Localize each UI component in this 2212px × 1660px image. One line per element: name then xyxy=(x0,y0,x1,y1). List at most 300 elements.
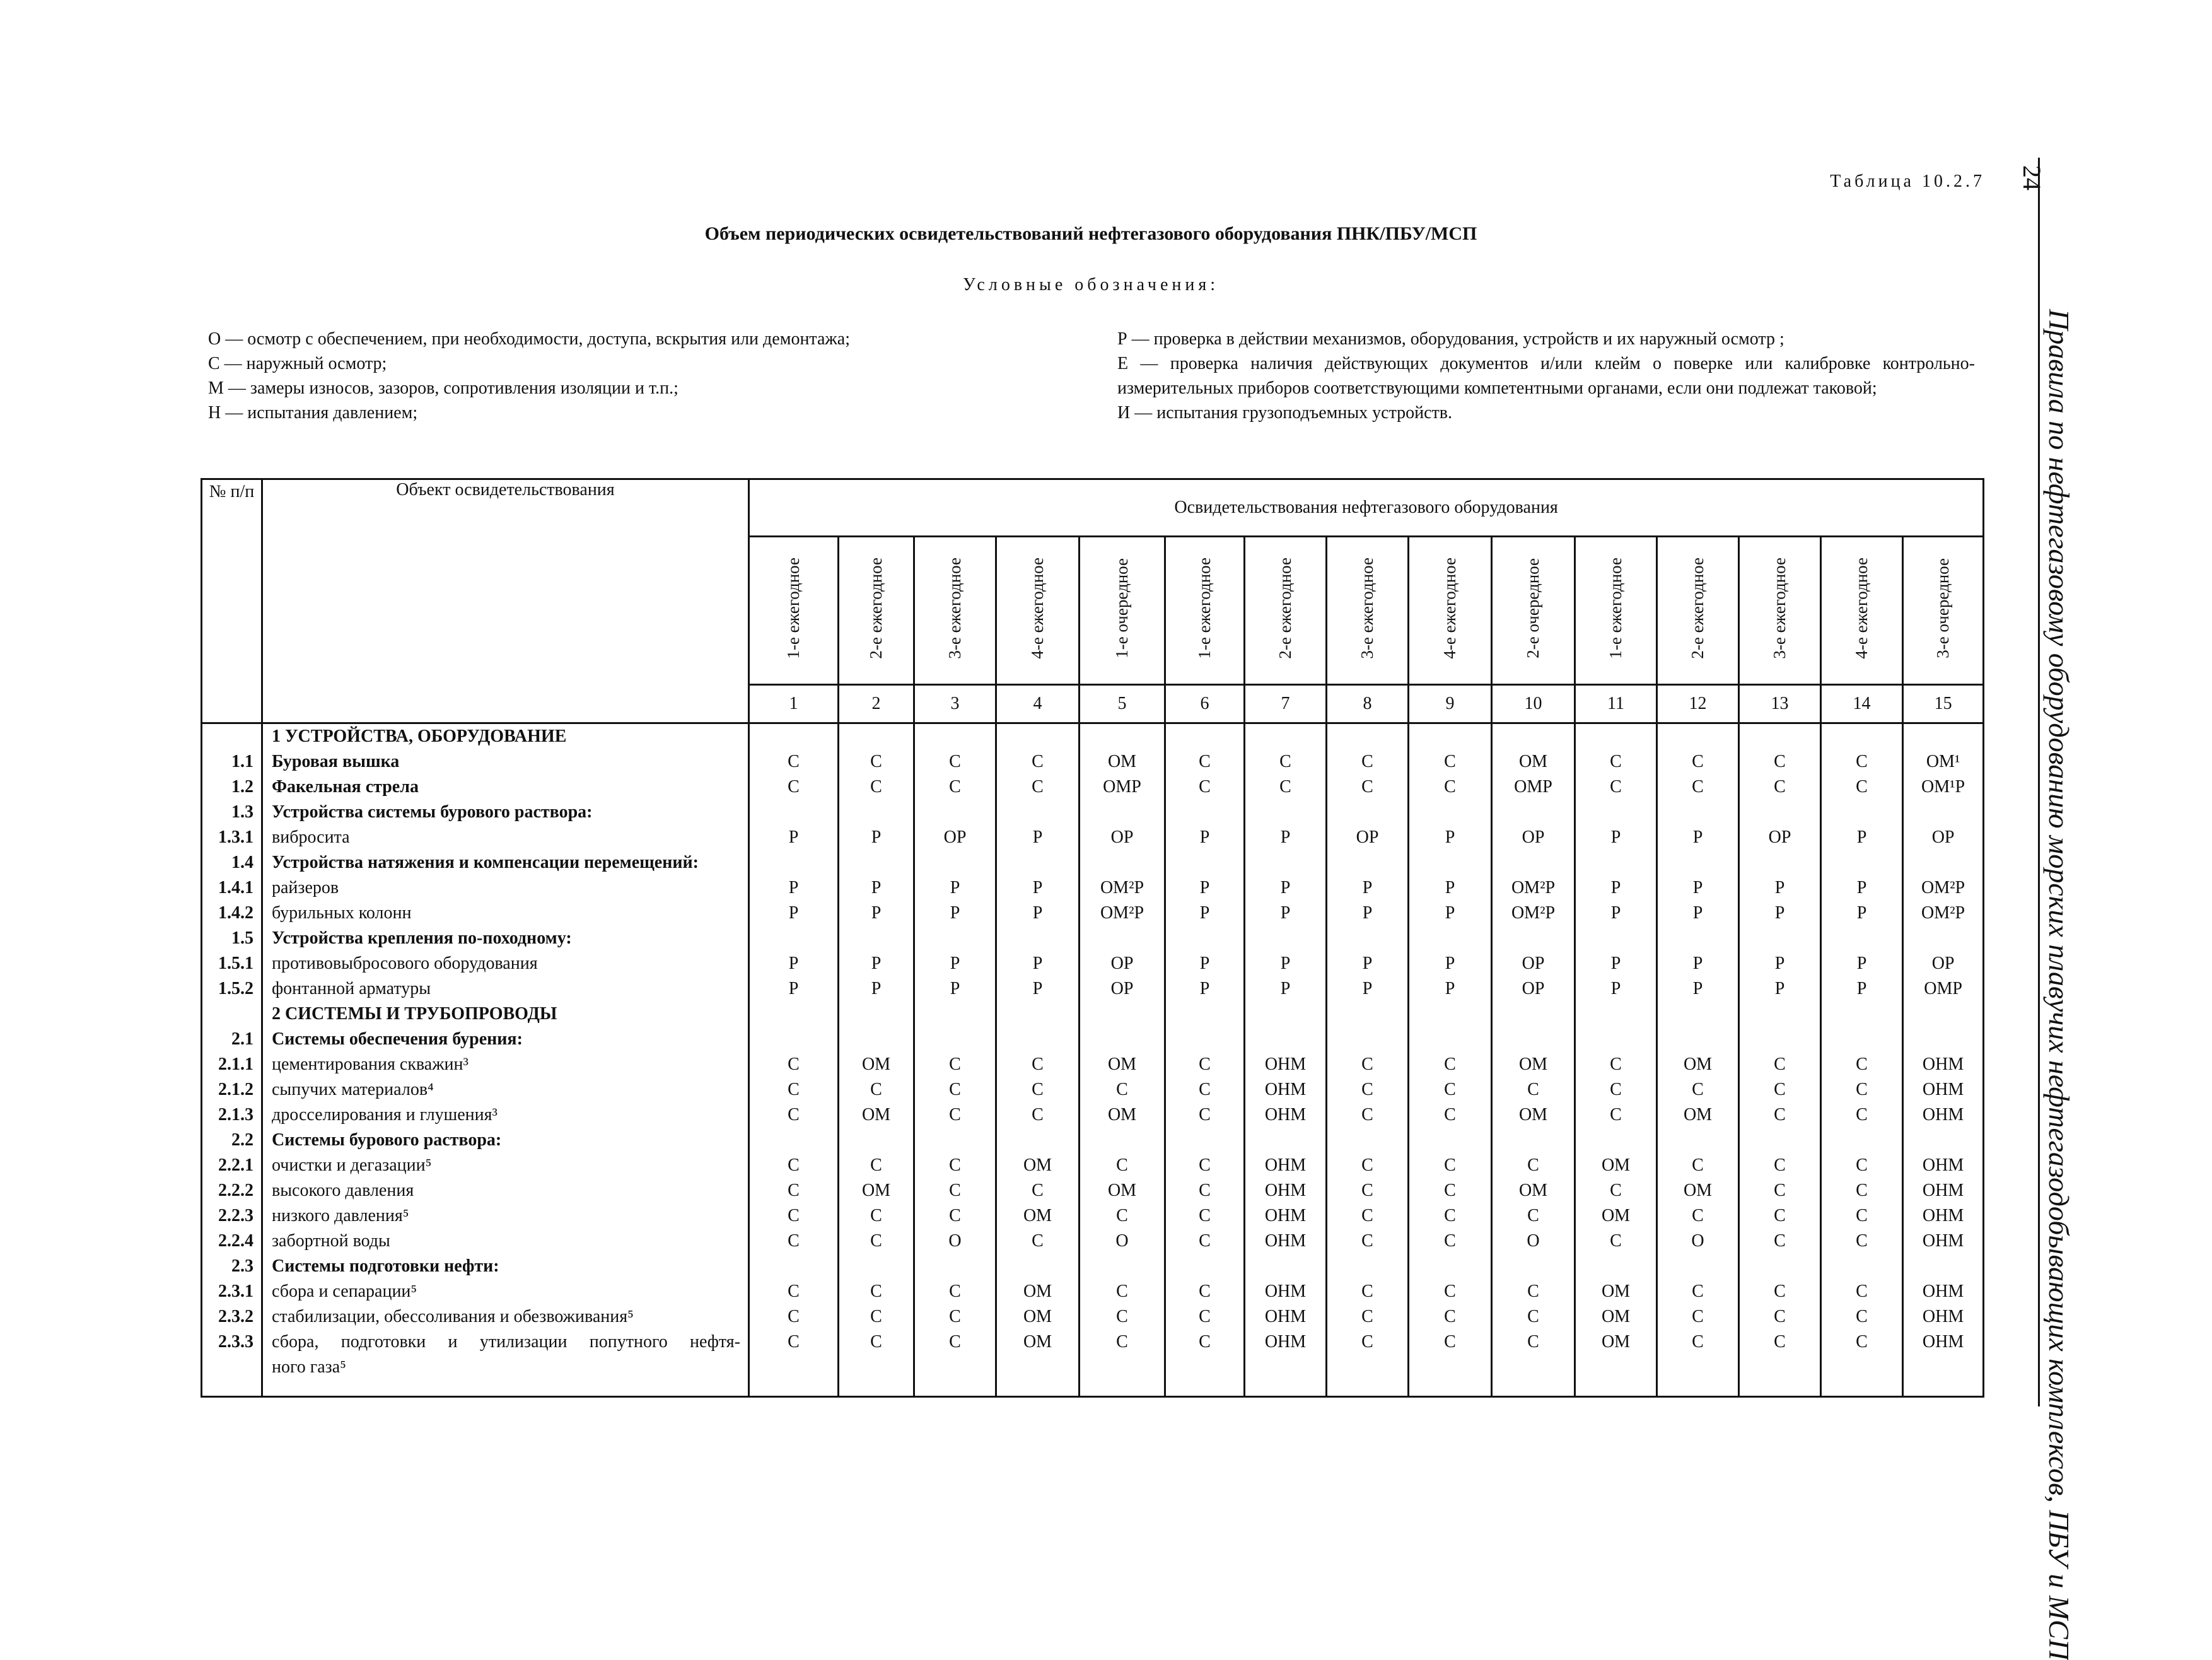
row-value xyxy=(1493,724,1574,749)
row-object: Системы бурового раствора: xyxy=(272,1130,502,1150)
row-value: ОНМ xyxy=(1264,1155,1307,1175)
header-col-label: 1-е очередное xyxy=(1112,558,1131,658)
row-value xyxy=(1576,1355,1656,1380)
row-value: С xyxy=(1774,1307,1786,1326)
row-value: С xyxy=(1527,1080,1539,1099)
row-value xyxy=(1822,1002,1902,1027)
row-value: ОМ xyxy=(1601,1206,1631,1225)
header-col-number: 14 xyxy=(1821,685,1903,723)
row-value: С xyxy=(949,1105,961,1125)
body-value-column-14 xyxy=(1821,723,1903,1397)
header-col-2 xyxy=(839,537,914,685)
row-value: С xyxy=(1279,752,1291,771)
row-value: С xyxy=(1610,1105,1622,1125)
row-value xyxy=(1409,724,1491,749)
row-value: Р xyxy=(1280,878,1291,897)
header-col-3 xyxy=(914,537,996,685)
row-value: О xyxy=(948,1231,962,1251)
header-col-label: 2-е ежегодное xyxy=(866,557,885,659)
row-value: ОМ xyxy=(1518,1181,1548,1200)
header-col-label: 1-е ежегодное xyxy=(1195,557,1214,659)
header-col-number: 10 xyxy=(1492,685,1575,723)
row-value: С xyxy=(1361,1332,1373,1352)
row-value: С xyxy=(1856,1231,1868,1251)
body-object-column xyxy=(262,723,749,1397)
row-value: О xyxy=(1691,1231,1704,1251)
row-value xyxy=(1822,926,1902,951)
row-value xyxy=(915,1027,995,1052)
header-col-label: 3-е очередное xyxy=(1933,558,1953,658)
row-value: С xyxy=(1361,777,1373,797)
row-value: ОМ²Р xyxy=(1511,903,1556,923)
row-value xyxy=(839,1254,913,1279)
row-value xyxy=(1409,1128,1491,1153)
row-value xyxy=(1080,1027,1164,1052)
header-col-number: 8 xyxy=(1327,685,1409,723)
row-number: 1.3.1 xyxy=(218,827,253,847)
row-value xyxy=(1493,1355,1574,1380)
row-object: Буровая вышка xyxy=(272,752,400,771)
row-value: ОМ²Р xyxy=(1100,878,1144,897)
body-value-column-1 xyxy=(749,723,839,1397)
row-value: Р xyxy=(1199,878,1210,897)
table-body-row xyxy=(202,723,1984,1397)
legend-item-m: М — замеры износов, зазоров, сопротивления изоляции и т.п.; xyxy=(208,378,678,398)
row-value: С xyxy=(1032,752,1044,771)
row-value: Р xyxy=(1692,827,1703,847)
row-value xyxy=(915,800,995,825)
row-value xyxy=(1080,1355,1164,1380)
row-value: С xyxy=(1774,1332,1786,1352)
row-value: С xyxy=(1856,1155,1868,1175)
row-value: ОМ xyxy=(1518,1105,1548,1125)
header-col-8 xyxy=(1327,537,1409,685)
row-value: С xyxy=(1856,1105,1868,1125)
row-number xyxy=(202,1002,261,1027)
header-col-number: 4 xyxy=(996,685,1080,723)
row-value: С xyxy=(1199,1055,1211,1074)
row-value xyxy=(915,850,995,875)
row-value: С xyxy=(1692,1155,1704,1175)
row-value: Р xyxy=(871,878,882,897)
row-value: ОМ xyxy=(1023,1206,1052,1225)
row-value: С xyxy=(1444,752,1456,771)
row-value xyxy=(1245,1254,1325,1279)
row-value: ОНМ xyxy=(1264,1206,1307,1225)
header-col-number: 15 xyxy=(1903,685,1984,723)
body-value-column-4 xyxy=(996,723,1080,1397)
row-value: С xyxy=(1199,1282,1211,1301)
row-value xyxy=(1822,724,1902,749)
row-value: С xyxy=(1361,1181,1373,1200)
row-value xyxy=(1822,1254,1902,1279)
row-value xyxy=(1493,1002,1574,1027)
body-value-column-5 xyxy=(1080,723,1165,1397)
row-value: ОМ xyxy=(1601,1155,1631,1175)
legend-item-e: Е — проверка наличия действующих документов и/или клейм о поверке или калибровке контрольно-измерительных приборов соответствующими компетентными органами, если они подлежат таковой; xyxy=(1117,354,1975,398)
row-value xyxy=(1080,800,1164,825)
row-value: С xyxy=(1856,1307,1868,1326)
row-number: 2.3.3 xyxy=(218,1332,253,1352)
row-value: Р xyxy=(788,903,799,923)
row-value xyxy=(750,800,837,825)
row-value: ОМ xyxy=(1601,1332,1631,1352)
row-value xyxy=(1904,926,1982,951)
legend-item-n: Н — испытания давлением; xyxy=(208,403,418,423)
row-object: цементирования скважин³ xyxy=(272,1055,469,1074)
row-object: сыпучих материалов⁴ xyxy=(272,1080,434,1099)
row-value: ОР xyxy=(1356,827,1379,847)
row-value: Р xyxy=(788,979,799,998)
row-value: ОНМ xyxy=(1264,1231,1307,1251)
row-value xyxy=(1740,1002,1820,1027)
row-value xyxy=(1822,1355,1902,1380)
row-value: С xyxy=(1361,1307,1373,1326)
row-value xyxy=(1493,850,1574,875)
row-number: 1.4 xyxy=(231,853,253,872)
row-value xyxy=(750,850,837,875)
row-value: ОМ²Р xyxy=(1921,903,1965,923)
row-value: О xyxy=(1115,1231,1129,1251)
row-value xyxy=(1576,800,1656,825)
body-num-column xyxy=(202,723,262,1397)
row-value: Р xyxy=(1692,903,1703,923)
row-value: С xyxy=(1199,1181,1211,1200)
header-col-9 xyxy=(1409,537,1492,685)
header-col-number: 2 xyxy=(839,685,914,723)
row-value xyxy=(1245,1128,1325,1153)
row-value xyxy=(1409,1002,1491,1027)
row-value xyxy=(1576,1027,1656,1052)
row-value: С xyxy=(1116,1206,1128,1225)
row-value: С xyxy=(1116,1155,1128,1175)
row-value xyxy=(839,1128,913,1153)
row-number: 2.1 xyxy=(231,1029,253,1049)
row-value xyxy=(1327,1355,1407,1380)
inspection-table xyxy=(201,478,1984,1398)
row-value: ОМ xyxy=(1107,752,1137,771)
row-value xyxy=(1576,724,1656,749)
row-value xyxy=(1245,1027,1325,1052)
row-value xyxy=(1822,850,1902,875)
header-col-label: 2-е очередное xyxy=(1523,558,1542,658)
row-value xyxy=(1080,1002,1164,1027)
row-value: ОР xyxy=(1522,954,1545,973)
row-value xyxy=(1740,850,1820,875)
row-value xyxy=(1576,1254,1656,1279)
row-value: С xyxy=(949,1307,961,1326)
row-value: Р xyxy=(1774,878,1785,897)
row-value: ОМ¹Р xyxy=(1921,777,1965,797)
row-value: С xyxy=(788,752,800,771)
row-number: 2.1.2 xyxy=(218,1080,253,1099)
row-value xyxy=(1658,1128,1738,1153)
row-value: С xyxy=(1199,1105,1211,1125)
row-value xyxy=(1245,926,1325,951)
row-value: Р xyxy=(1445,878,1455,897)
header-col-number: 3 xyxy=(914,685,996,723)
row-value xyxy=(997,800,1078,825)
row-value xyxy=(1822,1128,1902,1153)
row-value xyxy=(750,1355,837,1380)
header-col-10 xyxy=(1492,537,1575,685)
row-object: стабилизации, обессоливания и обезвоживания⁵ xyxy=(272,1307,634,1326)
row-value: О xyxy=(1527,1231,1540,1251)
row-value: ОМ xyxy=(1683,1055,1713,1074)
row-number xyxy=(202,724,261,749)
header-num: № п/п xyxy=(202,479,262,723)
header-col-label: 4-е ежегодное xyxy=(1440,557,1459,659)
row-object: низкого давления⁵ xyxy=(272,1206,409,1225)
row-value: ОР xyxy=(1522,827,1545,847)
row-value: С xyxy=(870,1231,882,1251)
row-value: Р xyxy=(1362,903,1373,923)
row-number xyxy=(202,1355,261,1380)
table-title: Объем периодических освидетельствований нефтегазового оборудования ПНК/ПБУ/МСП xyxy=(704,223,1477,244)
row-value: ОНМ xyxy=(1922,1332,1964,1352)
row-value xyxy=(997,850,1078,875)
row-value: С xyxy=(1361,1206,1373,1225)
row-value: ОНМ xyxy=(1264,1332,1307,1352)
row-value: Р xyxy=(1610,903,1621,923)
row-value: ОНМ xyxy=(1264,1080,1307,1099)
row-value: С xyxy=(1444,1055,1456,1074)
row-value: С xyxy=(1774,1055,1786,1074)
row-number: 2.3.2 xyxy=(218,1307,253,1326)
row-object: дросселирования и глушения³ xyxy=(272,1105,498,1125)
header-col-number: 5 xyxy=(1080,685,1165,723)
row-value: С xyxy=(1199,1080,1211,1099)
row-value: Р xyxy=(1692,979,1703,998)
row-value: С xyxy=(1361,1080,1373,1099)
row-value: С xyxy=(1032,1231,1044,1251)
row-value: ОМ xyxy=(1683,1181,1713,1200)
row-value xyxy=(1327,1128,1407,1153)
header-col-number: 9 xyxy=(1409,685,1492,723)
row-number: 2.3 xyxy=(231,1256,253,1276)
row-value: ОМ²Р xyxy=(1921,878,1965,897)
row-number: 1.4.2 xyxy=(218,903,253,923)
row-value: Р xyxy=(871,954,882,973)
row-value: Р xyxy=(1032,878,1043,897)
row-number: 2.1.1 xyxy=(218,1055,253,1074)
row-value: С xyxy=(788,1155,800,1175)
row-value: С xyxy=(1692,1282,1704,1301)
header-col-label: 1-е ежегодное xyxy=(1606,557,1625,659)
row-value xyxy=(1166,1355,1243,1380)
row-number: 2.2.4 xyxy=(218,1231,253,1251)
header-col-13 xyxy=(1739,537,1821,685)
row-value xyxy=(1327,724,1407,749)
legend-item-s: С — наружный осмотр; xyxy=(208,354,387,373)
row-number: 2.2 xyxy=(231,1130,253,1150)
row-value: ОМ xyxy=(1518,752,1548,771)
row-value xyxy=(1822,1027,1902,1052)
row-value: С xyxy=(1116,1332,1128,1352)
row-value: С xyxy=(1199,1307,1211,1326)
row-value: С xyxy=(1444,1231,1456,1251)
row-value: Р xyxy=(1280,903,1291,923)
row-value: С xyxy=(1199,777,1211,797)
legend-item-i: И — испытания грузоподъемных устройств. xyxy=(1117,403,1453,423)
row-value xyxy=(1245,724,1325,749)
row-value: С xyxy=(1361,1105,1373,1125)
row-value: Р xyxy=(1199,954,1210,973)
row-value: С xyxy=(788,777,800,797)
row-value: С xyxy=(1610,1055,1622,1074)
body-value-column-15 xyxy=(1903,723,1984,1397)
row-value: С xyxy=(1527,1155,1539,1175)
row-value: С xyxy=(1774,1181,1786,1200)
row-value: ОМ xyxy=(1107,1105,1137,1125)
row-value: ОМ xyxy=(1023,1307,1052,1326)
body-value-column-3 xyxy=(914,723,996,1397)
row-value xyxy=(997,926,1078,951)
row-value xyxy=(1904,1254,1982,1279)
row-value: ОР xyxy=(943,827,967,847)
row-object: Факельная стрела xyxy=(272,777,419,797)
row-value: С xyxy=(1361,1055,1373,1074)
row-value xyxy=(1658,926,1738,951)
row-value xyxy=(997,724,1078,749)
row-value xyxy=(1740,1128,1820,1153)
row-value: ОМ xyxy=(861,1055,891,1074)
row-value xyxy=(1327,1002,1407,1027)
row-value: С xyxy=(1774,1282,1786,1301)
row-value xyxy=(915,1355,995,1380)
row-value: С xyxy=(1856,1181,1868,1200)
page-number: 24 xyxy=(2018,165,2046,190)
row-value: Р xyxy=(1610,878,1621,897)
row-object: Устройства натяжения и компенсации перемещений: xyxy=(272,853,699,872)
row-value xyxy=(915,926,995,951)
row-value xyxy=(1493,800,1574,825)
row-value xyxy=(1493,1254,1574,1279)
row-value: ОНМ xyxy=(1922,1231,1964,1251)
row-value xyxy=(1658,850,1738,875)
row-object: Системы подготовки нефти: xyxy=(272,1256,499,1276)
row-number: 1.4.1 xyxy=(218,878,253,897)
row-value: Р xyxy=(1362,954,1373,973)
row-value: С xyxy=(1032,1105,1044,1125)
row-value: ОМ xyxy=(861,1181,891,1200)
row-value: С xyxy=(1116,1080,1128,1099)
header-col-number: 13 xyxy=(1739,685,1821,723)
legend-item-o: О — осмотр с обеспечением, при необходимости, доступа, вскрытия или демонтажа; xyxy=(208,329,850,349)
header-col-11 xyxy=(1575,537,1657,685)
row-value xyxy=(750,1002,837,1027)
row-value: ОНМ xyxy=(1922,1055,1964,1074)
row-value xyxy=(1327,850,1407,875)
row-value xyxy=(1658,1355,1738,1380)
row-value: ОМР xyxy=(1924,979,1962,998)
row-value xyxy=(997,1254,1078,1279)
row-value: ОНМ xyxy=(1264,1181,1307,1200)
row-value: Р xyxy=(871,827,882,847)
row-value xyxy=(1245,1355,1325,1380)
row-value: С xyxy=(870,1206,882,1225)
row-value: С xyxy=(1361,1231,1373,1251)
row-value: Р xyxy=(788,827,799,847)
row-value xyxy=(1409,800,1491,825)
row-value xyxy=(1658,1254,1738,1279)
row-value: С xyxy=(1527,1332,1539,1352)
row-value: ОР xyxy=(1931,827,1955,847)
row-value xyxy=(750,724,837,749)
row-value xyxy=(1493,926,1574,951)
row-value: С xyxy=(1856,1332,1868,1352)
header-col-number: 7 xyxy=(1245,685,1327,723)
legend-right xyxy=(1117,327,1975,425)
row-value: С xyxy=(788,1332,800,1352)
row-value: С xyxy=(788,1307,800,1326)
row-value: С xyxy=(1444,1155,1456,1175)
row-value: ОР xyxy=(1110,979,1134,998)
row-value xyxy=(1245,1002,1325,1027)
header-object: Объект освидетельствования xyxy=(262,479,749,723)
row-value xyxy=(1904,800,1982,825)
row-value: С xyxy=(1774,752,1786,771)
header-col-label: 3-е ежегодное xyxy=(945,557,964,659)
row-value: ОНМ xyxy=(1264,1105,1307,1125)
row-number: 1.2 xyxy=(231,777,253,797)
row-value: С xyxy=(1774,777,1786,797)
header-col-4 xyxy=(996,537,1080,685)
running-title: Правила по нефтегазовому оборудованию морских плавучих нефтегазодобывающих комплексов, ПБУ и МСП xyxy=(2043,309,2075,1660)
body-value-column-9 xyxy=(1409,723,1492,1397)
header-col-label: 1-е ежегодное xyxy=(784,557,803,659)
row-value: ОМ xyxy=(1683,1105,1713,1125)
row-value: Р xyxy=(1610,979,1621,998)
row-value: ОНМ xyxy=(1922,1282,1964,1301)
row-number: 1.5.1 xyxy=(218,954,253,973)
row-value: ОНМ xyxy=(1922,1206,1964,1225)
row-value xyxy=(1327,1254,1407,1279)
row-value: С xyxy=(949,1206,961,1225)
row-value xyxy=(1080,1254,1164,1279)
row-value: С xyxy=(1444,777,1456,797)
row-value: С xyxy=(870,1332,882,1352)
row-value: Р xyxy=(1032,979,1043,998)
row-value: Р xyxy=(1610,827,1621,847)
row-value: Р xyxy=(1280,954,1291,973)
header-col-label: 2-е ежегодное xyxy=(1276,557,1295,659)
row-value xyxy=(1409,926,1491,951)
header-col-7 xyxy=(1245,537,1327,685)
row-value: ОМ xyxy=(1107,1181,1137,1200)
row-value xyxy=(839,850,913,875)
row-value: С xyxy=(788,1282,800,1301)
row-value: ОР xyxy=(1110,954,1134,973)
row-value: С xyxy=(1361,1155,1373,1175)
row-object: высокого давления xyxy=(272,1181,414,1200)
row-number: 1.1 xyxy=(231,752,253,771)
row-value xyxy=(915,1002,995,1027)
body-value-column-12 xyxy=(1657,723,1739,1397)
row-object: сбора и сепарации⁵ xyxy=(272,1282,417,1301)
row-value xyxy=(1166,926,1243,951)
row-value xyxy=(1166,1027,1243,1052)
row-value: С xyxy=(870,1155,882,1175)
row-value: С xyxy=(870,752,882,771)
row-value xyxy=(1409,1355,1491,1380)
row-value: Р xyxy=(871,903,882,923)
row-value xyxy=(1166,1254,1243,1279)
row-value: Р xyxy=(1692,878,1703,897)
row-value xyxy=(1740,1027,1820,1052)
row-value: ОМ¹ xyxy=(1926,752,1960,771)
row-value: С xyxy=(788,1080,800,1099)
